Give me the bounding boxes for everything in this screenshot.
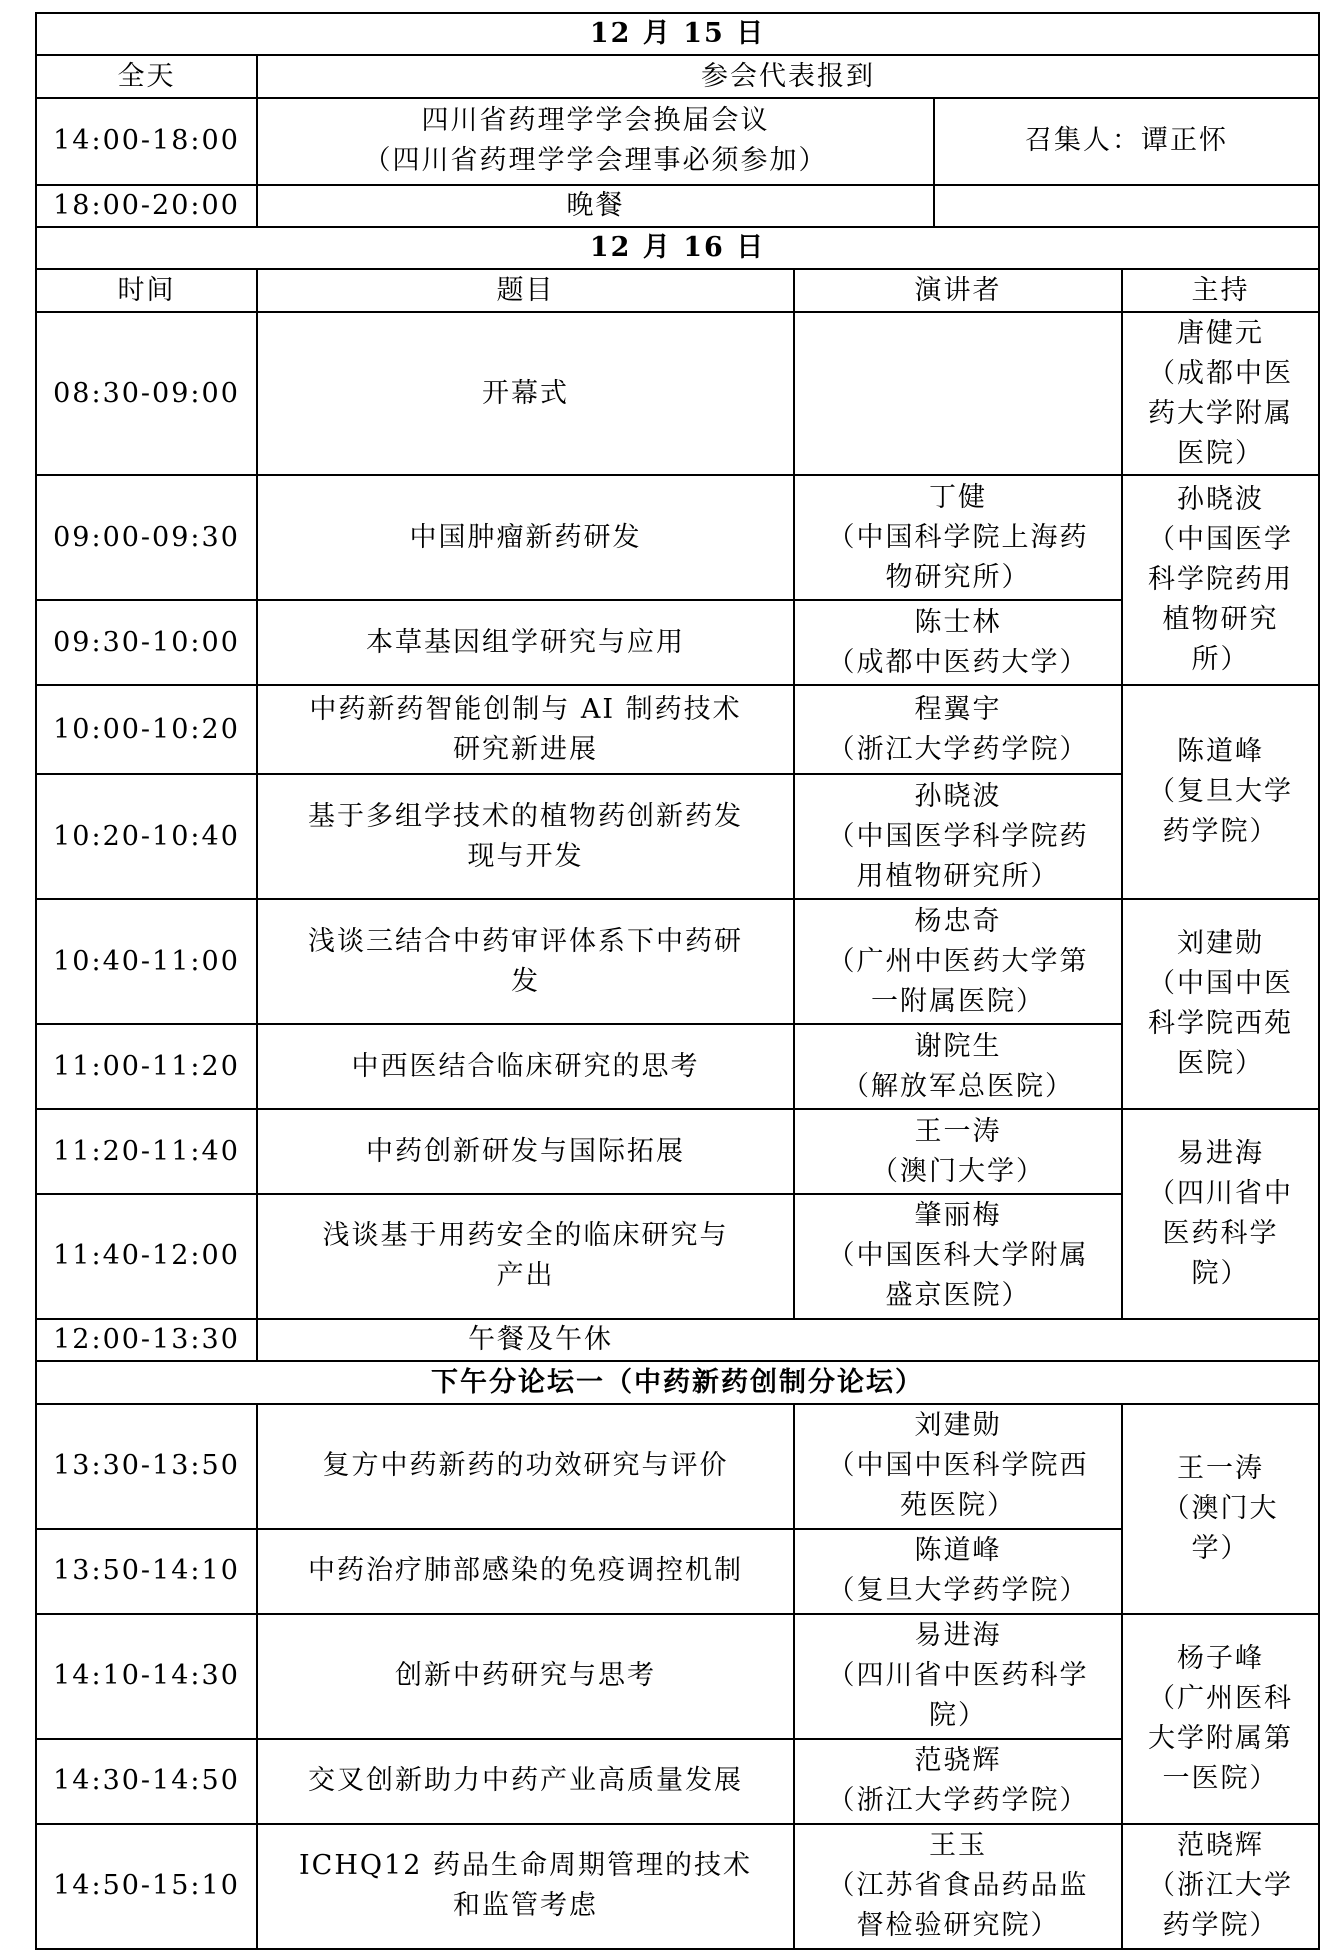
header-topic: 题目 (257, 269, 794, 311)
host-line: 刘建勋 (1177, 928, 1265, 960)
session-speaker (794, 899, 1122, 1024)
speaker-affiliation: 院） (929, 1700, 987, 1732)
session-speaker (794, 1024, 1122, 1109)
session-topic: 中西医结合临床研究的思考 (257, 1024, 794, 1109)
day1-meeting-row (36, 98, 1319, 185)
session-time: 14:30-14:50 (36, 1739, 257, 1824)
host-cell (1122, 685, 1319, 899)
topic-line: 中药新药智能创制与 AI 制药技术 (309, 693, 742, 725)
topic-line: 和监管考虑 (453, 1890, 598, 1922)
topic-line: 现与开发 (467, 840, 584, 872)
speaker-name: 肇丽梅 (914, 1200, 1002, 1232)
speaker-affiliation: （中国医学科学院药 (827, 820, 1089, 852)
session-speaker (794, 685, 1122, 774)
table-row (36, 685, 1319, 774)
speaker-name: 丁健 (929, 481, 987, 513)
speaker-affiliation: （江苏省食品药品监 (827, 1870, 1089, 1902)
table-row (36, 899, 1319, 1024)
speaker-affiliation: （复旦大学药学院） (827, 1575, 1089, 1607)
session-topic: 开幕式 (257, 312, 794, 476)
topic-line: 浅谈三结合中药审评体系下中药研 (308, 925, 743, 957)
speaker-affiliation: （解放军总医院） (842, 1070, 1074, 1102)
speaker-affiliation: 物研究所） (885, 561, 1031, 593)
topic-line: 研究新进展 (453, 733, 598, 765)
session-topic: 中药创新研发与国际拓展 (257, 1109, 794, 1194)
header-host: 主持 (1122, 269, 1319, 311)
dinner-empty (934, 185, 1319, 227)
session-speaker (794, 600, 1122, 685)
host-line: 院） (1191, 1258, 1250, 1290)
host-line: 孙晓波 (1177, 484, 1265, 516)
session-speaker (794, 1614, 1122, 1739)
host-line: 植物研究 (1162, 604, 1279, 636)
host-line: 易进海 (1177, 1138, 1265, 1170)
session-topic (257, 899, 794, 1024)
lunch-time: 12:00-13:30 (36, 1319, 257, 1361)
dinner-time: 18:00-20:00 (36, 185, 257, 227)
session-time: 11:40-12:00 (36, 1194, 257, 1319)
session-time: 09:00-09:30 (36, 475, 257, 600)
allday-time: 全天 (36, 55, 257, 97)
session-speaker (794, 1739, 1122, 1824)
host-line: 医院） (1177, 1048, 1265, 1080)
session-time: 10:00-10:20 (36, 685, 257, 774)
session-time: 14:50-15:10 (36, 1824, 257, 1949)
speaker-affiliation: 盛京医院） (885, 1280, 1031, 1312)
host-line: （澳门大 (1162, 1492, 1279, 1524)
session-time: 10:40-11:00 (36, 899, 257, 1024)
session-speaker (794, 1824, 1122, 1949)
host-line: （复旦大学 (1148, 776, 1294, 808)
host-cell (1122, 1824, 1319, 1949)
session-topic: 中药治疗肺部感染的免疫调控机制 (257, 1529, 794, 1614)
session-speaker (794, 1529, 1122, 1614)
forum-title: 下午分论坛一（中药新药创制分论坛） (36, 1361, 1319, 1403)
table-row (36, 475, 1319, 600)
speaker-name: 刘建勋 (914, 1410, 1002, 1442)
day2-header-row (36, 227, 1319, 269)
host-cell (1122, 899, 1319, 1109)
speaker-name: 陈士林 (914, 606, 1002, 638)
topic-line: 产出 (496, 1260, 555, 1292)
meeting-title-line1: 四川省药理学学会换届会议 (421, 105, 770, 137)
speaker-affiliation: （四川省中医药科学 (827, 1660, 1089, 1692)
speaker-affiliation: （浙江大学药学院） (827, 1785, 1089, 1817)
meeting-title-line2: （四川省药理学学会理事必须参加） (363, 145, 828, 177)
topic-line: 基于多组学技术的植物药创新药发 (308, 800, 743, 832)
speaker-affiliation: 一附属医院） (871, 985, 1045, 1017)
speaker-affiliation: （成都中医药大学） (827, 646, 1089, 678)
speaker-affiliation: 苑医院） (900, 1490, 1016, 1522)
host-line: 药学院） (1162, 816, 1279, 848)
host-line: 科学院药用 (1148, 564, 1294, 596)
speaker-name: 王玉 (929, 1830, 987, 1862)
day1-allday-row (36, 55, 1319, 97)
topic-line: 浅谈基于用药安全的临床研究与 (322, 1220, 729, 1252)
speaker-name: 范骁辉 (914, 1745, 1002, 1777)
dinner-event: 晚餐 (257, 185, 934, 227)
host-line: 医药科学 (1162, 1218, 1279, 1250)
speaker-affiliation: （中国中医科学院西 (827, 1450, 1089, 1482)
host-line: 药学院） (1162, 1910, 1279, 1942)
host-line: （四川省中 (1148, 1178, 1294, 1210)
host-line: 学） (1191, 1532, 1250, 1564)
host-line: （中国医学 (1148, 524, 1294, 556)
host-cell (1122, 1109, 1319, 1319)
session-topic: 交叉创新助力中药产业高质量发展 (257, 1739, 794, 1824)
host-line: 科学院西苑 (1148, 1008, 1294, 1040)
day1-dinner-row (36, 185, 1319, 227)
allday-event: 参会代表报到 (257, 55, 1319, 97)
speaker-affiliation: 督检验研究院） (856, 1910, 1060, 1942)
host-line: 陈道峰 (1177, 736, 1265, 768)
host-line: 大学附属第 (1148, 1722, 1294, 1754)
speaker-affiliation: （澳门大学） (871, 1155, 1045, 1187)
host-cell (1122, 475, 1319, 685)
topic-line: ICHQ12 药品生命周期管理的技术 (299, 1850, 752, 1882)
session-topic (257, 1824, 794, 1949)
header-time: 时间 (36, 269, 257, 311)
speaker-affiliation: （中国医科大学附属 (827, 1240, 1089, 1272)
session-time: 08:30-09:00 (36, 312, 257, 476)
session-time: 14:10-14:30 (36, 1614, 257, 1739)
speaker-affiliation: （浙江大学药学院） (827, 733, 1089, 765)
day1-date: 12 月 15 日 (36, 13, 1319, 55)
session-time: 13:30-13:50 (36, 1404, 257, 1529)
host-line: （中国中医 (1148, 968, 1294, 1000)
host-line: 范晓辉 (1177, 1830, 1265, 1862)
meeting-time: 14:00-18:00 (36, 98, 257, 185)
session-speaker (794, 475, 1122, 600)
schedule-table (35, 12, 1320, 1950)
session-topic: 复方中药新药的功效研究与评价 (257, 1404, 794, 1529)
host-line: 医院） (1177, 437, 1265, 469)
session-speaker (794, 774, 1122, 899)
host-cell (1122, 312, 1319, 476)
session-speaker (794, 1109, 1122, 1194)
speaker-name: 陈道峰 (914, 1535, 1002, 1567)
session-topic: 创新中药研究与思考 (257, 1614, 794, 1739)
host-line: 一医院） (1162, 1762, 1279, 1794)
session-time: 09:30-10:00 (36, 600, 257, 685)
meeting-title (257, 98, 934, 185)
host-line: 所） (1191, 644, 1250, 676)
session-topic (257, 685, 794, 774)
speaker-name: 程翼宇 (914, 693, 1002, 725)
host-line: （浙江大学 (1148, 1870, 1294, 1902)
speaker-name: 谢院生 (914, 1030, 1002, 1062)
session-topic: 本草基因组学研究与应用 (257, 600, 794, 685)
session-speaker (794, 1194, 1122, 1319)
column-header-row (36, 269, 1319, 311)
session-time: 10:20-10:40 (36, 774, 257, 899)
session-topic (257, 1194, 794, 1319)
speaker-name: 孙晓波 (914, 780, 1002, 812)
host-line: 唐健元 (1177, 317, 1265, 349)
topic-line: 发 (511, 965, 540, 997)
host-line: 杨子峰 (1177, 1642, 1265, 1674)
table-row (36, 1824, 1319, 1949)
speaker-name: 杨忠奇 (914, 905, 1002, 937)
day1-header-row (36, 13, 1319, 55)
table-row (36, 1614, 1319, 1739)
speaker-name: 易进海 (914, 1620, 1002, 1652)
speaker-affiliation: 用植物研究所） (856, 860, 1060, 892)
session-time: 11:00-11:20 (36, 1024, 257, 1109)
host-cell (1122, 1404, 1319, 1614)
session-time: 13:50-14:10 (36, 1529, 257, 1614)
speaker-name: 王一涛 (914, 1115, 1002, 1147)
table-row (36, 1109, 1319, 1194)
session-speaker (794, 312, 1122, 476)
session-topic (257, 774, 794, 899)
host-line: （成都中医 (1148, 357, 1294, 389)
session-speaker (794, 1404, 1122, 1529)
session-time: 11:20-11:40 (36, 1109, 257, 1194)
host-line: 药大学附属 (1148, 397, 1294, 429)
lunch-row (36, 1319, 1319, 1361)
day2-date: 12 月 16 日 (36, 227, 1319, 269)
host-line: 王一涛 (1177, 1452, 1265, 1484)
meeting-convener: 召集人：谭正怀 (934, 98, 1319, 185)
forum-header-row (36, 1361, 1319, 1403)
lunch-event: 午餐及午休 (257, 1319, 1319, 1361)
speaker-affiliation: （广州中医药大学第 (827, 945, 1089, 977)
table-row (36, 1404, 1319, 1529)
host-cell (1122, 1614, 1319, 1824)
speaker-affiliation: （中国科学院上海药 (827, 521, 1089, 553)
header-speaker: 演讲者 (794, 269, 1122, 311)
session-topic: 中国肿瘤新药研发 (257, 475, 794, 600)
table-row (36, 312, 1319, 476)
host-line: （广州医科 (1148, 1682, 1294, 1714)
